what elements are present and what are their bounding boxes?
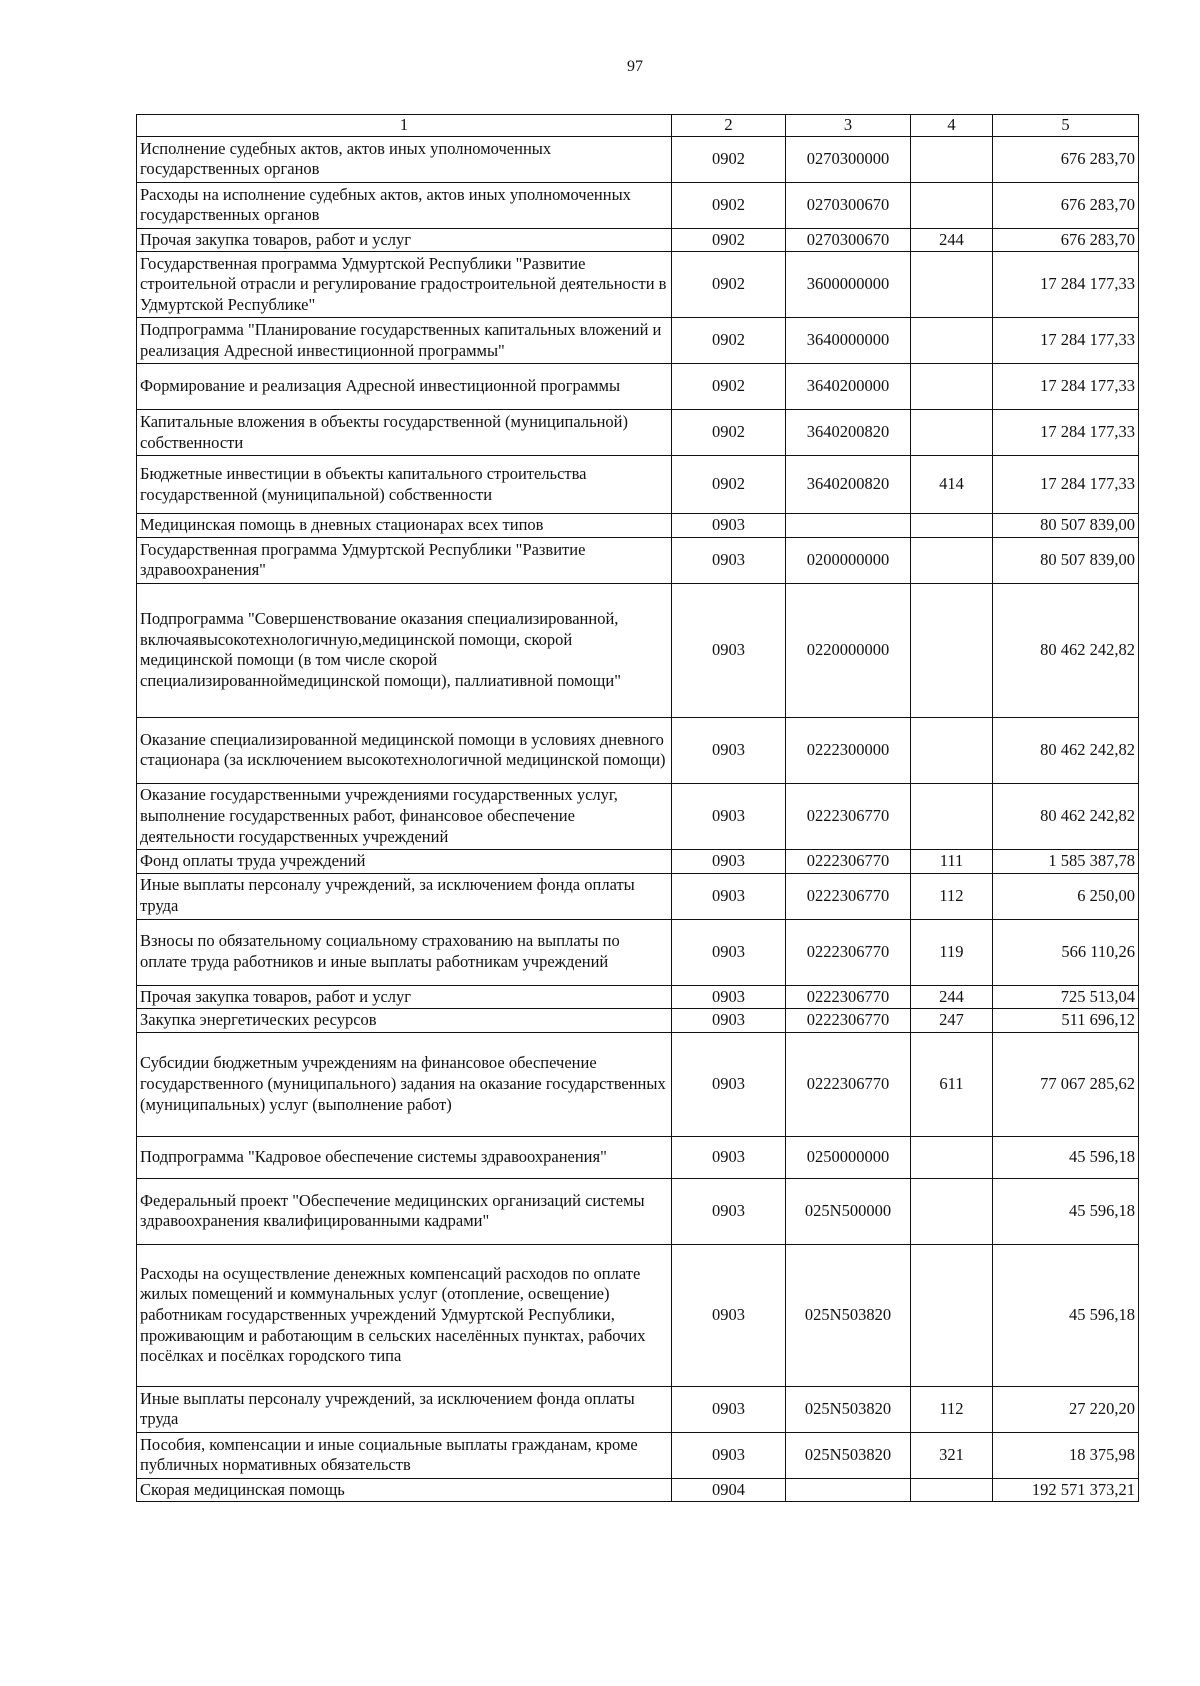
row-amount-cell: 80 462 242,82 (993, 583, 1139, 717)
row-amount-cell: 45 596,18 (993, 1178, 1139, 1244)
row-article-cell: 025N503820 (786, 1386, 911, 1432)
row-type-cell (911, 410, 993, 456)
row-type-cell: 244 (911, 228, 993, 252)
row-name-cell: Скорая медицинская помощь (137, 1478, 672, 1502)
row-type-cell (911, 182, 993, 228)
row-article-cell: 0222300000 (786, 717, 911, 783)
table-row (137, 410, 1139, 456)
header-row (137, 115, 1139, 137)
table-row (137, 583, 1139, 717)
row-name-cell: Прочая закупка товаров, работ и услуг (137, 228, 672, 252)
row-article-cell: 0270300670 (786, 228, 911, 252)
table-row (137, 849, 1139, 873)
row-type-cell (911, 252, 993, 318)
row-section-cell: 0903 (672, 583, 786, 717)
row-section-cell: 0903 (672, 1244, 786, 1386)
row-article-cell: 0222306770 (786, 783, 911, 849)
row-amount-cell: 45 596,18 (993, 1136, 1139, 1178)
column-header-article: 3 (786, 115, 911, 137)
row-amount-cell: 17 284 177,33 (993, 252, 1139, 318)
row-amount-cell: 17 284 177,33 (993, 318, 1139, 364)
table-row (137, 1478, 1139, 1502)
row-amount-cell: 511 696,12 (993, 1009, 1139, 1033)
row-section-cell: 0903 (672, 849, 786, 873)
row-section-cell: 0902 (672, 182, 786, 228)
row-article-cell: 0250000000 (786, 1136, 911, 1178)
row-amount-cell: 566 110,26 (993, 919, 1139, 985)
row-type-cell: 119 (911, 919, 993, 985)
row-article-cell (786, 514, 911, 538)
row-article-cell: 3640200820 (786, 410, 911, 456)
row-name-cell: Медицинская помощь в дневных стационарах всех типов (137, 514, 672, 538)
table-row (137, 1386, 1139, 1432)
row-section-cell: 0904 (672, 1478, 786, 1502)
row-amount-cell: 18 375,98 (993, 1432, 1139, 1478)
table-row (137, 1178, 1139, 1244)
row-type-cell (911, 514, 993, 538)
table-row (137, 318, 1139, 364)
row-type-cell (911, 1136, 993, 1178)
row-type-cell: 111 (911, 849, 993, 873)
row-amount-cell: 17 284 177,33 (993, 456, 1139, 514)
table-row (137, 919, 1139, 985)
row-amount-cell: 676 283,70 (993, 136, 1139, 182)
table-row (137, 717, 1139, 783)
row-article-cell: 0222306770 (786, 873, 911, 919)
row-name-cell: Фонд оплаты труда учреждений (137, 849, 672, 873)
row-article-cell: 0222306770 (786, 1009, 911, 1033)
row-amount-cell: 6 250,00 (993, 873, 1139, 919)
row-article-cell: 025N503820 (786, 1432, 911, 1478)
table-row (137, 873, 1139, 919)
row-name-cell: Подпрограмма "Кадровое обеспечение системы здравоохранения" (137, 1136, 672, 1178)
table-row (137, 537, 1139, 583)
row-name-cell: Государственная программа Удмуртской Республики "Развитие здравоохранения" (137, 537, 672, 583)
row-section-cell: 0903 (672, 1136, 786, 1178)
table-row (137, 456, 1139, 514)
row-type-cell: 611 (911, 1032, 993, 1136)
row-type-cell: 321 (911, 1432, 993, 1478)
row-article-cell: 0200000000 (786, 537, 911, 583)
row-article-cell (786, 1478, 911, 1502)
budget-table (136, 114, 1139, 1502)
row-section-cell: 0903 (672, 1432, 786, 1478)
row-section-cell: 0902 (672, 228, 786, 252)
row-name-cell: Расходы на исполнение судебных актов, актов иных уполномоченных государственных органов (137, 182, 672, 228)
row-article-cell: 025N500000 (786, 1178, 911, 1244)
table-row (137, 1136, 1139, 1178)
row-section-cell: 0903 (672, 1032, 786, 1136)
row-name-cell: Субсидии бюджетным учреждениям на финансовое обеспечение государственного (муниципального) задания на оказание государственных (муниципальных) услуг (выполнение работ) (137, 1032, 672, 1136)
row-section-cell: 0902 (672, 252, 786, 318)
row-type-cell (911, 1178, 993, 1244)
row-name-cell: Бюджетные инвестиции в объекты капитального строительства государственной (муниципальной) собственности (137, 456, 672, 514)
table-row (137, 364, 1139, 410)
row-name-cell: Подпрограмма "Совершенствование оказания специализированной, включаявысокотехнологичную,медицинской помощи, скорой медицинской помощи (в том числе скорой специализированноймедицинской помощи), паллиативной помощи" (137, 583, 672, 717)
row-section-cell: 0902 (672, 318, 786, 364)
row-article-cell: 0222306770 (786, 1032, 911, 1136)
row-type-cell (911, 364, 993, 410)
row-article-cell: 0270300000 (786, 136, 911, 182)
row-section-cell: 0902 (672, 456, 786, 514)
row-section-cell: 0902 (672, 410, 786, 456)
row-section-cell: 0903 (672, 1178, 786, 1244)
row-type-cell (911, 717, 993, 783)
table-row (137, 1244, 1139, 1386)
table-row (137, 514, 1139, 538)
row-type-cell (911, 136, 993, 182)
column-header-amount: 5 (993, 115, 1139, 137)
table-row (137, 1432, 1139, 1478)
row-amount-cell: 77 067 285,62 (993, 1032, 1139, 1136)
row-section-cell: 0903 (672, 1386, 786, 1432)
row-article-cell: 0220000000 (786, 583, 911, 717)
row-article-cell: 3640000000 (786, 318, 911, 364)
row-amount-cell: 192 571 373,21 (993, 1478, 1139, 1502)
row-amount-cell: 45 596,18 (993, 1244, 1139, 1386)
row-type-cell: 247 (911, 1009, 993, 1033)
column-header-name: 1 (137, 115, 672, 137)
table-row (137, 182, 1139, 228)
table-row (137, 1009, 1139, 1033)
row-section-cell: 0903 (672, 919, 786, 985)
row-section-cell: 0903 (672, 873, 786, 919)
row-article-cell: 3640200000 (786, 364, 911, 410)
row-section-cell: 0903 (672, 537, 786, 583)
row-name-cell: Формирование и реализация Адресной инвестиционной программы (137, 364, 672, 410)
row-name-cell: Прочая закупка товаров, работ и услуг (137, 985, 672, 1009)
table-row (137, 985, 1139, 1009)
row-amount-cell: 17 284 177,33 (993, 364, 1139, 410)
row-name-cell: Подпрограмма "Планирование государственных капитальных вложений и реализация Адресной инвестиционной программы" (137, 318, 672, 364)
row-article-cell: 3600000000 (786, 252, 911, 318)
row-amount-cell: 17 284 177,33 (993, 410, 1139, 456)
row-type-cell: 112 (911, 1386, 993, 1432)
row-type-cell (911, 1478, 993, 1502)
row-name-cell: Пособия, компенсации и иные социальные выплаты гражданам, кроме публичных нормативных обязательств (137, 1432, 672, 1478)
row-section-cell: 0902 (672, 364, 786, 410)
row-article-cell: 0222306770 (786, 849, 911, 873)
row-amount-cell: 80 507 839,00 (993, 537, 1139, 583)
row-amount-cell: 27 220,20 (993, 1386, 1139, 1432)
row-amount-cell: 676 283,70 (993, 182, 1139, 228)
row-type-cell: 414 (911, 456, 993, 514)
row-amount-cell: 80 462 242,82 (993, 783, 1139, 849)
row-article-cell: 0222306770 (786, 985, 911, 1009)
table-row (137, 228, 1139, 252)
table-row (137, 783, 1139, 849)
row-amount-cell: 676 283,70 (993, 228, 1139, 252)
row-type-cell (911, 783, 993, 849)
page-number: 97 (627, 58, 643, 75)
row-amount-cell: 80 507 839,00 (993, 514, 1139, 538)
row-name-cell: Взносы по обязательному социальному страхованию на выплаты по оплате труда работников и иные выплаты работникам учреждений (137, 919, 672, 985)
row-amount-cell: 725 513,04 (993, 985, 1139, 1009)
row-name-cell: Оказание государственными учреждениями государственных услуг, выполнение государственных работ, финансовое обеспечение деятельности государственных учреждений (137, 783, 672, 849)
row-name-cell: Исполнение судебных актов, актов иных уполномоченных государственных органов (137, 136, 672, 182)
row-section-cell: 0903 (672, 514, 786, 538)
row-article-cell: 3640200820 (786, 456, 911, 514)
row-article-cell: 0270300670 (786, 182, 911, 228)
row-section-cell: 0903 (672, 985, 786, 1009)
row-section-cell: 0903 (672, 783, 786, 849)
column-header-section: 2 (672, 115, 786, 137)
row-article-cell: 0222306770 (786, 919, 911, 985)
table-row (137, 1032, 1139, 1136)
table-row (137, 136, 1139, 182)
row-type-cell (911, 537, 993, 583)
row-name-cell: Государственная программа Удмуртской Республики "Развитие строительной отрасли и регулирование градостроительной деятельности в Удмуртской Республике" (137, 252, 672, 318)
row-article-cell: 025N503820 (786, 1244, 911, 1386)
row-type-cell (911, 583, 993, 717)
row-section-cell: 0903 (672, 1009, 786, 1033)
row-name-cell: Капитальные вложения в объекты государственной (муниципальной) собственности (137, 410, 672, 456)
row-section-cell: 0902 (672, 136, 786, 182)
row-type-cell (911, 318, 993, 364)
row-amount-cell: 80 462 242,82 (993, 717, 1139, 783)
column-header-type: 4 (911, 115, 993, 137)
row-section-cell: 0903 (672, 717, 786, 783)
row-type-cell (911, 1244, 993, 1386)
row-name-cell: Закупка энергетических ресурсов (137, 1009, 672, 1033)
row-name-cell: Оказание специализированной медицинской помощи в условиях дневного стационара (за исключением высокотехнологичной медицинской помощи) (137, 717, 672, 783)
row-type-cell: 112 (911, 873, 993, 919)
row-name-cell: Расходы на осуществление денежных компенсаций расходов по оплате жилых помещений и коммунальных услуг (отопление, освещение) работникам государственных учреждений Удмуртской Республики, проживающим и работающим в сельских населённых пунктах, рабочих посёлках и посёлках городского типа (137, 1244, 672, 1386)
row-name-cell: Иные выплаты персоналу учреждений, за исключением фонда оплаты труда (137, 1386, 672, 1432)
row-amount-cell: 1 585 387,78 (993, 849, 1139, 873)
row-name-cell: Иные выплаты персоналу учреждений, за исключением фонда оплаты труда (137, 873, 672, 919)
table-row (137, 252, 1139, 318)
row-name-cell: Федеральный проект "Обеспечение медицинских организаций системы здравоохранения квалифицированными кадрами" (137, 1178, 672, 1244)
row-type-cell: 244 (911, 985, 993, 1009)
